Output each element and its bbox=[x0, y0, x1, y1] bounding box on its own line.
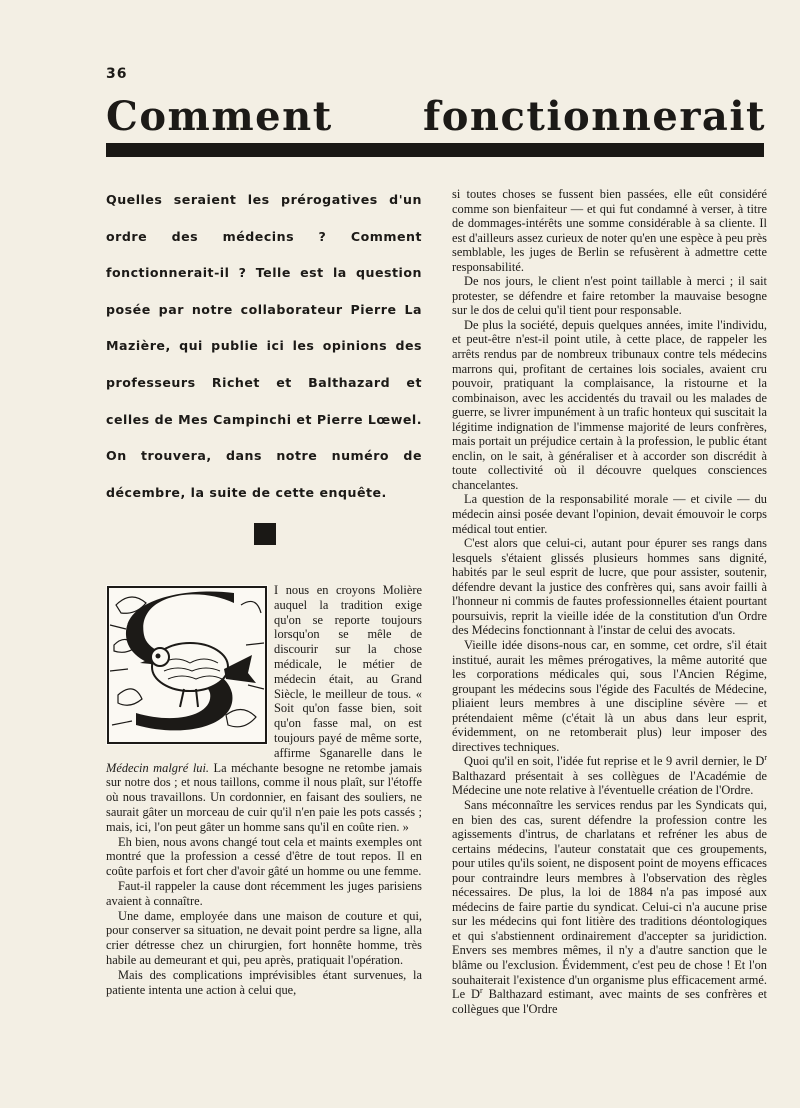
body-paragraph: Eh bien, nous avons changé tout cela et maints exemples ont montré que la profession a cessé d'être de tout repos. Il en coûte parfois et fort cher d'avoir gâté un homme ou une femme. bbox=[106, 834, 422, 879]
ornamental-bird-initial-icon bbox=[106, 585, 268, 745]
body-paragraph: I nous en croyons Molière auquel la tradition exige qu'on se reporte toujours lorsqu'on se mêle de discourir sur la chose médicale, le métier de médecin était, au Grand Siècle, le meilleur de tous. « Soit qu'on fasse bien, soit qu'on fasse mal, on est toujours payé de même sorte, affirme Sganarelle dans le Médecin malgré lui. La méchante besogne ne retombe jamais sur notre dos ; et nous taillons, comme il nous plaît, sur l'étoffe où nous travaillons. Un cordonnier, en faisant des souliers, ne saurait gâter un morceau de cuir qu'il n'en paie les pots cassés ; mais, ici, l'on peut gâter un homme sans qu'il en coûte rien. » bbox=[106, 583, 422, 834]
body-paragraph: si toutes choses se fussent bien passées, elle eût considéré comme son bienfaiteur — et qui fut condamné à verser, à titre de dommages-intérêts une somme considérable à sa cliente. Il est d'ailleurs assez curieux de noter qu'en une espèce à peu près semblable, les juges de Berlin se refusèrent à admettre cette responsabilité. bbox=[452, 187, 767, 274]
right-column bbox=[452, 187, 767, 1016]
body-paragraph: De nos jours, le client n'est point taillable à merci ; il sait protester, se défendre et faire retomber la mauvaise besogne sur le dos de celui qu'il tient pour responsable. bbox=[452, 274, 767, 318]
left-column bbox=[106, 583, 422, 997]
body-paragraph: Vieille idée disons-nous car, en somme, cet ordre, s'il était institué, aurait les mêmes prérogatives, la même autorité que les corporations médicales qui, sous l'Ancien Régime, groupant les médecins sous l'égide des Facultés de Médecine, pliaient leurs membres à une discipline sévère — et prétendaient même (c'était là un abus dans leur esprit, évidemment, on ne retomberait plus) leur imposer des directives techniques. bbox=[452, 637, 767, 754]
body-paragraph: Une dame, employée dans une maison de couture et qui, pour conserver sa situation, ne devait point perdre sa ligne, alla crier détresse chez un chirurgien, fort honnête homme, très habile au demeurant et qui, peu après, pratiquait l'opération. bbox=[106, 908, 422, 967]
headline-rule bbox=[106, 143, 764, 157]
page-number: 36 bbox=[106, 66, 128, 82]
body-paragraph: Faut-il rappeler la cause dont récemment les juges parisiens avaient à connaître. bbox=[106, 878, 422, 908]
intro-paragraph: Quelles seraient les prérogatives d'un ordre des médecins ? Comment fonctionnerait-il ? Telle est la question posée par notre collaborateur Pierre La Mazière, qui publie ici les opinions des professeurs Richet et Balthazard et celles de Mes Campinchi et Pierre Lœwel. On trouvera, dans notre numéro de décembre, la suite de cette enquête. bbox=[106, 192, 422, 500]
body-paragraph: C'est alors que celui-ci, autant pour épurer ses rangs dans lesquels s'étaient glissés plusieurs hommes sans dignité, habités par le seul esprit de lucre, que pour assister, soutenir, défendre devant la justice des confrères qui, sans avoir failli à l'honneur ni commis de fautes professionnelles étaient pourtant poursuivis, reprit la vieille idée de la constitution d'un Ordre des Médecins fonctionnant à l'instar de celui des avocats. bbox=[452, 536, 767, 638]
article-headline: Comment fonctionnerait bbox=[106, 93, 766, 140]
body-paragraph: Sans méconnaître les services rendus par les Syndicats qui, en bien des cas, surent défendre la profession contre les agissements d'intrus, de charlatans et refréner les abus de certains médecins, l'auteur constatait que ces groupements, pour utiles qu'ils soient, ne disposent point de moyens efficaces pour contraindre leurs membres à l'observation des règles nécessaires. De plus, la loi de 1884 n'a pas imposé aux médecins de faire partie du syndicat. Celui-ci n'a aucune prise sur les médecins qui font litière des traditions déontologiques et qui s'abstiennent ordinairement d'accepter sa juridiction. Envers ses membres mêmes, il n'y a d'autre sanction que le blâme ou l'exclusion. Évidemment, c'est peu de chose ! Et l'on souhaiterait l'existence d'un organisme plus efficacement armé. Le $D^r$ Balthazard estimant, avec maints de ses confrères et collègues que l'Ordre bbox=[452, 797, 767, 1016]
body-paragraph: Quoi qu'il en soit, l'idée fut reprise et le 9 avril dernier, le $D^r$ Balthazard présentait à ses collègues de l'Académie de Médecine une note relative à l'éventuelle création de l'Ordre. bbox=[452, 753, 767, 798]
section-square-ornament bbox=[254, 523, 276, 545]
body-paragraph: De plus la société, depuis quelques années, imite l'individu, et peut-être n'est-il point utile, à cette place, de rappeler les arrêts rendus par de nombreux tribunaux contre tels médecins marrons qui, profitant de certaines lois sociales, avaient cru pouvoir, pratiquant la complaisance, la ristourne et la combinaison, avec les accidentés du travail ou les malades de guerre, se livrer impunément à un trafic honteux qui suscitait la légitime indignation de l'immense majorité de leurs confrères, mais portait un préjudice certain à la profession, le public étant enclin, on le sait, à généraliser et à accorder son discrédit à toute collectivité où il découvre quelques consciences chancelantes. bbox=[452, 317, 767, 492]
body-paragraph: Mais des complications imprévisibles étant survenues, la patiente intenta une action à celui que, bbox=[106, 967, 422, 997]
body-paragraph: La question de la responsabilité morale — et civile — du médecin ainsi posée devant l'opinion, devait émouvoir le corps médical tout entier. bbox=[452, 492, 767, 536]
